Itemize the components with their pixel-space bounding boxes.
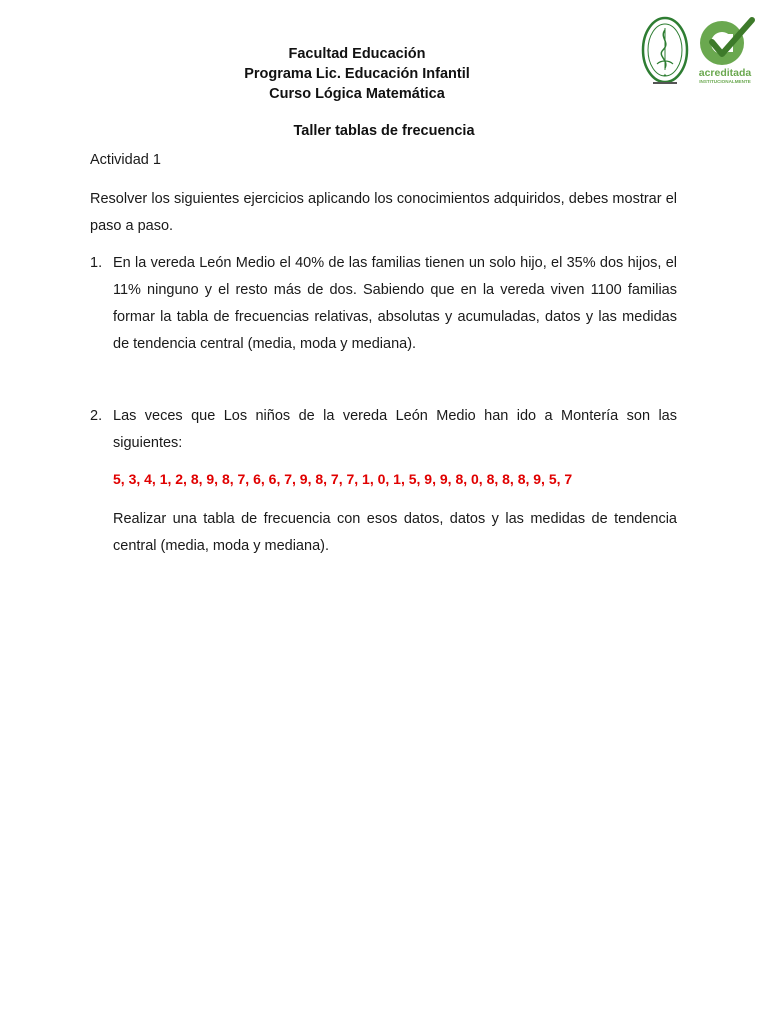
instructions-paragraph: Resolver los siguientes ejercicios aplicando los conocimientos adquiridos, debes mostrar el paso a paso. [90,191,677,234]
program-name: Programa Lic. Educación Infantil [244,66,470,82]
svg-text:✦: ✦ [662,73,668,79]
accreditation-subtitle: INSTITUCIONALMENTE [699,79,751,84]
university-seal-logo [641,16,689,86]
activity-label: Actividad 1 [90,152,161,168]
exercise-text: En la vereda León Medio el 40% de las familias tienen un solo hijo, el 35% dos hijos, el 11% ninguno y el resto más de dos. Sabiendo que en la vereda viven 1100 familias formar la tabla de frecuencias relativas, absolutas y acumuladas, datos y las medidas de tendencia central (media, moda y mediana). [113,255,677,352]
document-title: Taller tablas de frecuencia [293,123,475,139]
accreditation-logo [694,16,756,86]
accreditation-word: acreditada [698,67,752,79]
course-name: Curso Lógica Matemática [269,86,445,102]
exercise-number: 1. [90,255,103,271]
exercise-2 [90,403,677,457]
data-values-list: 5, 3, 4, 1, 2, 8, 9, 8, 7, 6, 6, 7, 9, 8, 7, 7, 1, 0, 1, 5, 9, 9, 8, 0, 8, 8, 8, 9, 5, 7 [113,471,573,487]
exercise-2-instructions: Realizar una tabla de frecuencia con esos datos, datos y las medidas de tendencia central (media, moda y mediana). [113,511,677,554]
exercise-number: 2. [90,408,103,424]
exercise-1 [90,250,677,358]
exercise-text: Las veces que Los niños de la vereda León Medio han ido a Montería son las siguientes: [113,408,677,451]
faculty-name: Facultad Educación [288,46,426,62]
document-header [0,44,714,104]
